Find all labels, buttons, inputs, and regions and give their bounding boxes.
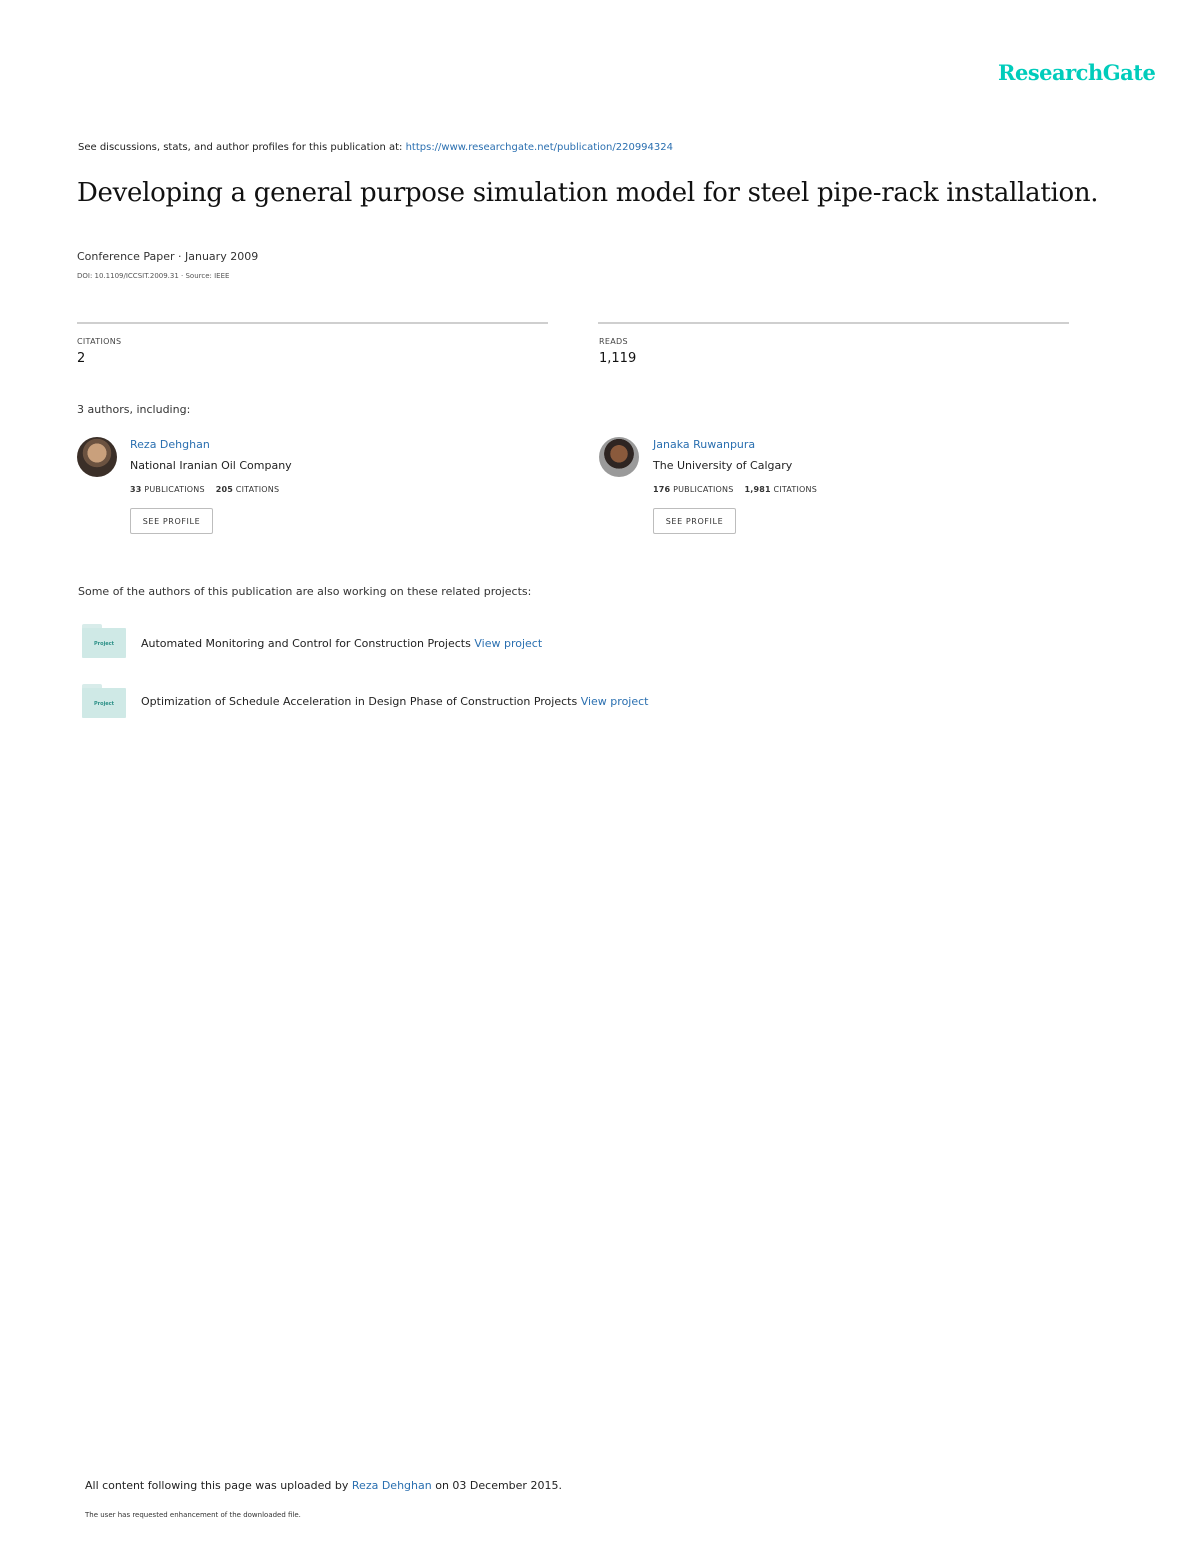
project-folder-icon (82, 684, 126, 718)
publication-url-link[interactable]: https://www.researchgate.net/publication/220994324 (405, 142, 673, 153)
project-item (141, 637, 542, 650)
author-institution: The University of Calgary (653, 459, 793, 472)
projects-heading: Some of the authors of this publication are also working on these related projects: (78, 585, 532, 598)
view-project-link[interactable]: View project (580, 695, 649, 708)
author-stats (653, 485, 817, 494)
uploader-link[interactable]: Reza Dehghan (351, 1479, 432, 1492)
upload-suffix: on 03 December 2015. (431, 1479, 562, 1492)
author-citations-label: CITATIONS (235, 485, 280, 494)
author-publications-count: 33 (130, 485, 142, 494)
project-badge: Project (94, 701, 115, 707)
author-citations-count: 205 (215, 485, 234, 494)
project-badge: Project (94, 641, 115, 647)
citations-value: 2 (77, 351, 86, 366)
reads-divider (598, 322, 1069, 324)
download-footnote: The user has requested enhancement of the downloaded file. (85, 1511, 301, 1519)
researchgate-logo[interactable]: ResearchGate (998, 60, 1156, 85)
author-publications-label: PUBLICATIONS (144, 485, 205, 494)
author-name-link[interactable]: Janaka Ruwanpura (653, 438, 756, 451)
source-line (78, 142, 673, 153)
author-stats (130, 485, 279, 494)
upload-note (85, 1479, 562, 1492)
project-folder-icon (82, 624, 126, 658)
author-citations-count: 1,981 (744, 485, 771, 494)
upload-prefix: All content following this page was uploaded by (85, 1479, 352, 1492)
citations-divider (77, 322, 548, 324)
author-citations-label: CITATIONS (773, 485, 818, 494)
project-title: Automated Monitoring and Control for Construction Projects (141, 637, 475, 650)
view-project-link[interactable]: View project (474, 637, 543, 650)
project-item (141, 695, 648, 708)
author-institution: National Iranian Oil Company (130, 459, 292, 472)
source-line-text: See discussions, stats, and author profiles for this publication at: (78, 142, 406, 153)
see-profile-button[interactable]: SEE PROFILE (130, 508, 213, 534)
project-title: Optimization of Schedule Acceleration in Design Phase of Construction Projects (141, 695, 581, 708)
reads-label: READS (599, 337, 628, 346)
authors-heading: 3 authors, including: (77, 403, 191, 416)
author-name-link[interactable]: Reza Dehghan (130, 438, 210, 451)
avatar[interactable] (599, 437, 639, 477)
avatar[interactable] (77, 437, 117, 477)
reads-value: 1,119 (599, 351, 637, 366)
author-publications-count: 176 (653, 485, 671, 494)
paper-title: Developing a general purpose simulation model for steel pipe-rack installation. (77, 178, 1099, 208)
author-publications-label: PUBLICATIONS (673, 485, 734, 494)
citations-label: CITATIONS (77, 337, 122, 346)
see-profile-button[interactable]: SEE PROFILE (653, 508, 736, 534)
paper-doi: DOI: 10.1109/ICCSIT.2009.31 · Source: IEEE (77, 272, 230, 280)
paper-meta: Conference Paper · January 2009 (77, 250, 259, 263)
